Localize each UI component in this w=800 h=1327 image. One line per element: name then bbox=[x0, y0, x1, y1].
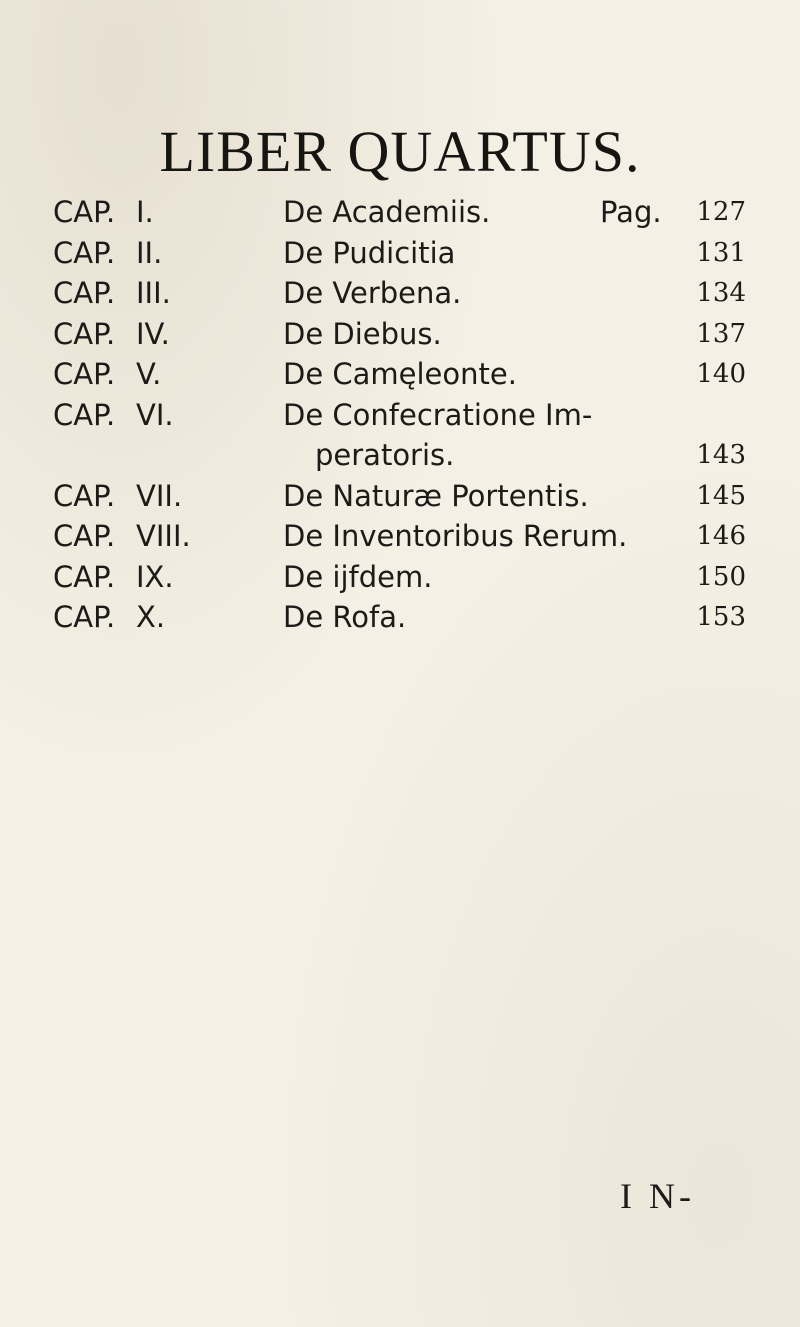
page-number: 134 bbox=[696, 278, 746, 308]
page-number: 146 bbox=[696, 521, 746, 551]
page-number: 150 bbox=[696, 561, 746, 592]
chapter-title: De Pudicitia bbox=[283, 235, 456, 270]
chapter-title: De Verbena. bbox=[283, 276, 462, 310]
page-number: 140 bbox=[696, 359, 746, 389]
toc-row bbox=[53, 314, 773, 355]
chapter-number: VIII. bbox=[136, 519, 191, 553]
chapter-number: IV. bbox=[136, 316, 170, 351]
toc-row bbox=[53, 516, 773, 557]
chapter-title: De Rofa. bbox=[283, 600, 407, 634]
chapter-title: De Naturæ Portentis. bbox=[283, 478, 589, 513]
toc-row bbox=[53, 557, 773, 598]
chapter-label: CAP. bbox=[53, 559, 116, 594]
chapter-title: De Diebus. bbox=[283, 316, 442, 351]
catchword: I N- bbox=[620, 1176, 695, 1216]
chapter-label: CAP. bbox=[53, 195, 116, 229]
page-number: 143 bbox=[696, 440, 746, 470]
table-of-contents bbox=[53, 192, 773, 638]
chapter-label: CAP. bbox=[53, 478, 116, 513]
chapter-number: VII. bbox=[136, 478, 183, 513]
toc-row bbox=[53, 597, 773, 638]
chapter-title-continuation: peratoris. bbox=[315, 438, 455, 472]
chapter-label: CAP. bbox=[53, 397, 116, 432]
toc-row bbox=[53, 354, 773, 395]
chapter-number: II. bbox=[136, 235, 163, 270]
toc-row bbox=[53, 192, 773, 233]
chapter-label: CAP. bbox=[53, 316, 116, 351]
toc-row bbox=[53, 273, 773, 314]
chapter-title: De ijfdem. bbox=[283, 559, 433, 594]
chapter-label: CAP. bbox=[53, 235, 116, 270]
page-number: 127 bbox=[696, 197, 746, 227]
chapter-label: CAP. bbox=[53, 600, 116, 634]
toc-row bbox=[53, 476, 773, 517]
toc-row bbox=[53, 395, 773, 476]
chapter-number: IX. bbox=[136, 559, 174, 594]
chapter-title: De Confecratione Im- bbox=[283, 397, 593, 432]
chapter-number: VI. bbox=[136, 397, 174, 432]
chapter-title-block bbox=[283, 395, 592, 476]
chapter-number: V. bbox=[136, 357, 162, 391]
chapter-title: De Inventoribus Rerum. bbox=[283, 519, 628, 553]
chapter-label: CAP. bbox=[53, 276, 116, 310]
page-number: 153 bbox=[696, 602, 746, 632]
page-number: 145 bbox=[696, 480, 746, 511]
page-number: 131 bbox=[696, 237, 746, 268]
book-heading: LIBER QUARTUS. bbox=[159, 119, 641, 184]
page-label: Pag. bbox=[600, 195, 662, 229]
page-number: 137 bbox=[696, 318, 746, 349]
chapter-label: CAP. bbox=[53, 357, 116, 391]
chapter-label: CAP. bbox=[53, 519, 116, 553]
toc-row bbox=[53, 233, 773, 274]
chapter-number: X. bbox=[136, 600, 166, 634]
chapter-title: De Camęleonte. bbox=[283, 357, 517, 391]
chapter-number: III. bbox=[136, 276, 171, 310]
chapter-title: De Academiis. bbox=[283, 195, 491, 229]
chapter-number: I. bbox=[136, 195, 154, 229]
